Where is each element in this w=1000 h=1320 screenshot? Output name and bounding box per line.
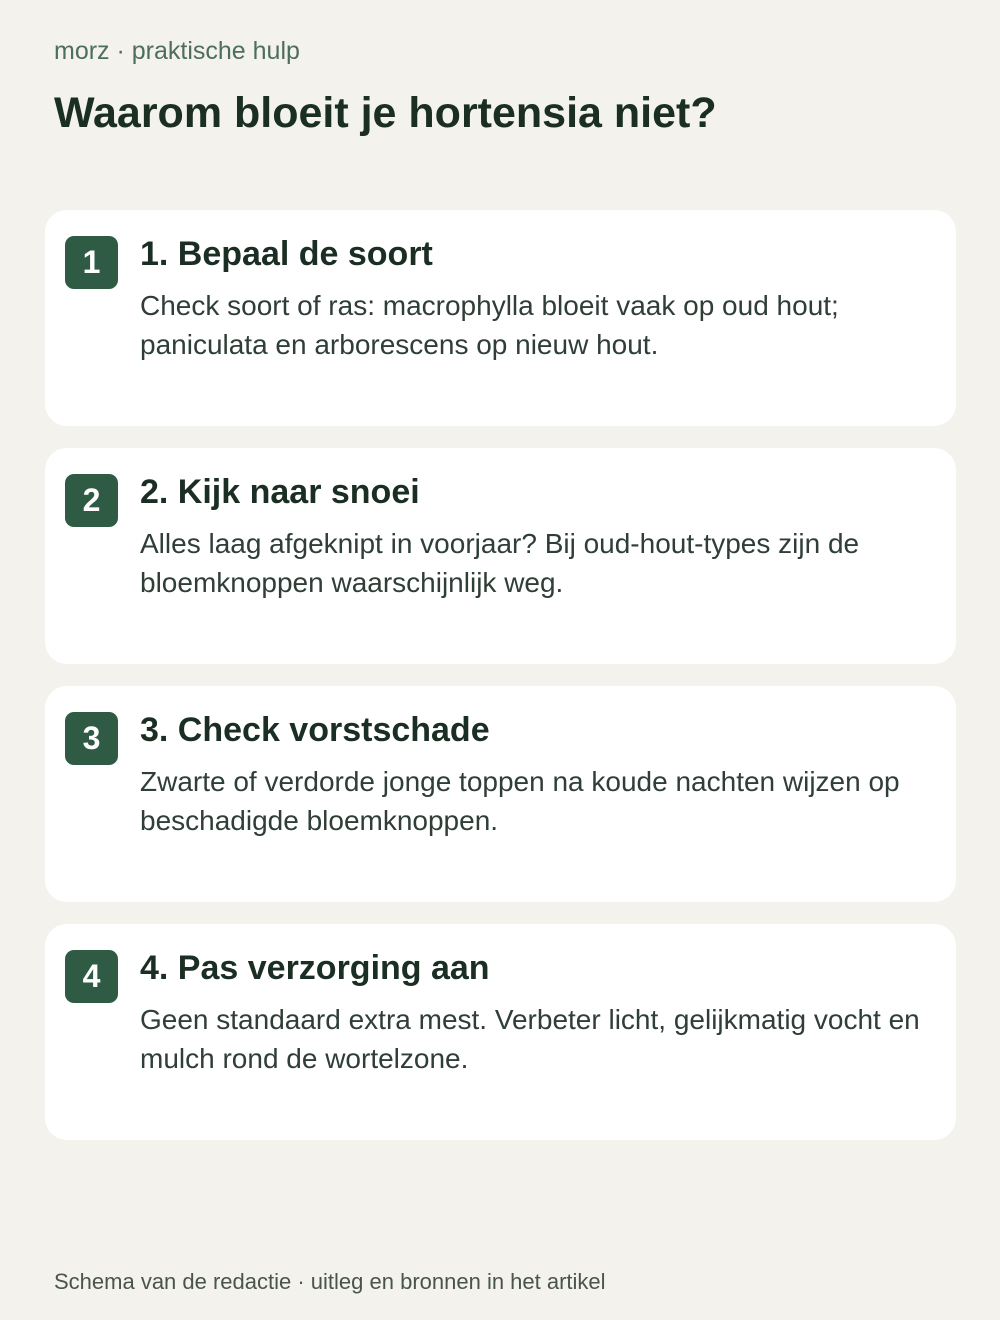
- page-title: Waarom bloeit je hortensia niet?: [54, 89, 717, 137]
- brand-label: morz · praktische hulp: [54, 37, 300, 65]
- step-title: 3. Check vorstschade: [140, 711, 490, 749]
- step-number-badge: 1: [65, 236, 118, 289]
- steps-list: [45, 210, 956, 1162]
- step-card-3: [45, 686, 956, 902]
- step-card-1: [45, 210, 956, 426]
- step-description: Geen standaard extra mest. Verbeter licht, gelijkmatig vocht en mulch rond de wortelzone.: [140, 1004, 920, 1074]
- step-title: 1. Bepaal de soort: [140, 235, 433, 273]
- step-card-4: [45, 924, 956, 1140]
- step-description: Check soort of ras: macrophylla bloeit vaak op oud hout; paniculata en arborescens op nieuw hout.: [140, 290, 839, 360]
- step-description: Zwarte of verdorde jonge toppen na koude nachten wijzen op beschadigde bloemknoppen.: [140, 766, 900, 836]
- step-number-badge: 4: [65, 950, 118, 1003]
- step-number-badge: 2: [65, 474, 118, 527]
- footer-note: Schema van de redactie · uitleg en bronnen in het artikel: [54, 1269, 606, 1294]
- step-card-2: [45, 448, 956, 664]
- step-number-badge: 3: [65, 712, 118, 765]
- step-title: 2. Kijk naar snoei: [140, 473, 420, 511]
- step-title: 4. Pas verzorging aan: [140, 949, 490, 987]
- step-description: Alles laag afgeknipt in voorjaar? Bij oud-hout-types zijn de bloemknoppen waarschijnlijk weg.: [140, 528, 860, 598]
